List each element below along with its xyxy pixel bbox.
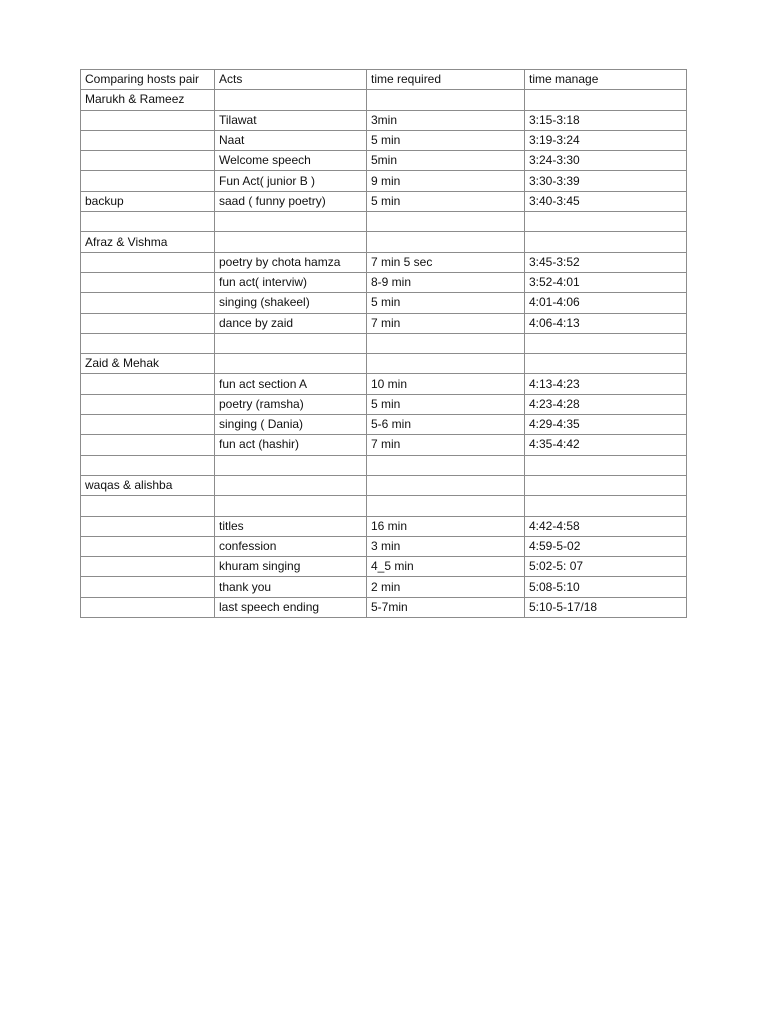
table-row [81, 475, 687, 495]
time-required-cell [367, 354, 525, 374]
table-row [81, 333, 687, 353]
act-cell: titles [215, 516, 367, 536]
time-required-cell: 7 min 5 sec [367, 252, 525, 272]
time-manage-cell: 5:08-5:10 [525, 577, 687, 597]
hosts-cell: waqas & alishba [81, 475, 215, 495]
hosts-cell [81, 455, 215, 475]
header-cell-time-required: time required [367, 70, 525, 90]
act-cell [215, 90, 367, 110]
table-row [81, 191, 687, 211]
time-required-cell: 7 min [367, 313, 525, 333]
time-required-cell [367, 333, 525, 353]
time-manage-cell [525, 212, 687, 232]
time-required-cell: 5 min [367, 191, 525, 211]
time-required-cell [367, 90, 525, 110]
table-row [81, 151, 687, 171]
time-manage-cell: 4:06-4:13 [525, 313, 687, 333]
time-required-cell [367, 496, 525, 516]
time-required-cell [367, 212, 525, 232]
act-cell: poetry by chota hamza [215, 252, 367, 272]
time-required-cell [367, 455, 525, 475]
table-row [81, 597, 687, 617]
schedule-sheet [80, 69, 686, 618]
act-cell: fun act( interviw) [215, 272, 367, 292]
act-cell: fun act (hashir) [215, 435, 367, 455]
time-manage-cell: 3:30-3:39 [525, 171, 687, 191]
act-cell: singing ( Dania) [215, 415, 367, 435]
time-manage-cell: 4:59-5-02 [525, 536, 687, 556]
time-required-cell: 16 min [367, 516, 525, 536]
time-manage-cell [525, 354, 687, 374]
time-required-cell: 5 min [367, 130, 525, 150]
hosts-cell [81, 212, 215, 232]
time-manage-cell: 3:45-3:52 [525, 252, 687, 272]
table-row [81, 435, 687, 455]
act-cell: Welcome speech [215, 151, 367, 171]
act-cell [215, 354, 367, 374]
table-row [81, 293, 687, 313]
hosts-cell [81, 516, 215, 536]
time-manage-cell: 3:52-4:01 [525, 272, 687, 292]
time-manage-cell: 3:24-3:30 [525, 151, 687, 171]
table-row [81, 232, 687, 252]
table-row [81, 272, 687, 292]
hosts-cell [81, 252, 215, 272]
act-cell: khuram singing [215, 557, 367, 577]
table-row [81, 354, 687, 374]
hosts-cell [81, 171, 215, 191]
hosts-cell [81, 597, 215, 617]
table-row [81, 212, 687, 232]
act-cell: thank you [215, 577, 367, 597]
table-row [81, 171, 687, 191]
time-required-cell: 5 min [367, 293, 525, 313]
time-manage-cell: 3:15-3:18 [525, 110, 687, 130]
table-row [81, 455, 687, 475]
time-required-cell: 3min [367, 110, 525, 130]
hosts-cell [81, 374, 215, 394]
header-cell-time-manage: time manage [525, 70, 687, 90]
hosts-cell [81, 415, 215, 435]
act-cell [215, 232, 367, 252]
header-cell-acts: Acts [215, 70, 367, 90]
hosts-cell [81, 536, 215, 556]
hosts-cell: Afraz & Vishma [81, 232, 215, 252]
time-manage-cell: 4:35-4:42 [525, 435, 687, 455]
time-required-cell: 10 min [367, 374, 525, 394]
act-cell [215, 496, 367, 516]
hosts-cell [81, 394, 215, 414]
time-manage-cell: 4:42-4:58 [525, 516, 687, 536]
time-manage-cell [525, 232, 687, 252]
table-row [81, 557, 687, 577]
hosts-cell [81, 272, 215, 292]
time-required-cell [367, 232, 525, 252]
time-required-cell: 3 min [367, 536, 525, 556]
act-cell [215, 333, 367, 353]
time-manage-cell: 5:02-5: 07 [525, 557, 687, 577]
time-required-cell: 5-6 min [367, 415, 525, 435]
act-cell [215, 212, 367, 232]
table-row [81, 252, 687, 272]
table-row [81, 536, 687, 556]
schedule-table [80, 69, 687, 618]
time-manage-cell [525, 455, 687, 475]
table-row [81, 394, 687, 414]
hosts-cell [81, 333, 215, 353]
hosts-cell [81, 313, 215, 333]
act-cell: Fun Act( junior B ) [215, 171, 367, 191]
hosts-cell: Marukh & Rameez [81, 90, 215, 110]
time-required-cell: 9 min [367, 171, 525, 191]
time-manage-cell: 3:19-3:24 [525, 130, 687, 150]
hosts-cell: backup [81, 191, 215, 211]
time-manage-cell: 5:10-5-17/18 [525, 597, 687, 617]
table-row [81, 130, 687, 150]
header-cell-hosts: Comparing hosts pair [81, 70, 215, 90]
hosts-cell [81, 435, 215, 455]
time-manage-cell: 4:01-4:06 [525, 293, 687, 313]
act-cell [215, 455, 367, 475]
time-required-cell: 2 min [367, 577, 525, 597]
hosts-cell [81, 557, 215, 577]
time-required-cell [367, 475, 525, 495]
table-row [81, 90, 687, 110]
time-manage-cell: 4:23-4:28 [525, 394, 687, 414]
act-cell: poetry (ramsha) [215, 394, 367, 414]
act-cell: fun act section A [215, 374, 367, 394]
table-row [81, 577, 687, 597]
table-row [81, 496, 687, 516]
act-cell: singing (shakeel) [215, 293, 367, 313]
time-required-cell: 4_5 min [367, 557, 525, 577]
header-row [81, 70, 687, 90]
time-manage-cell: 4:29-4:35 [525, 415, 687, 435]
hosts-cell [81, 496, 215, 516]
time-required-cell: 5 min [367, 394, 525, 414]
hosts-cell [81, 130, 215, 150]
act-cell: Naat [215, 130, 367, 150]
table-row [81, 110, 687, 130]
time-manage-cell: 4:13-4:23 [525, 374, 687, 394]
time-manage-cell [525, 496, 687, 516]
table-body [81, 90, 687, 618]
hosts-cell: Zaid & Mehak [81, 354, 215, 374]
table-row [81, 415, 687, 435]
hosts-cell [81, 293, 215, 313]
time-manage-cell [525, 90, 687, 110]
time-required-cell: 7 min [367, 435, 525, 455]
act-cell: last speech ending [215, 597, 367, 617]
table-row [81, 313, 687, 333]
act-cell: dance by zaid [215, 313, 367, 333]
time-required-cell: 5-7min [367, 597, 525, 617]
hosts-cell [81, 151, 215, 171]
time-manage-cell [525, 333, 687, 353]
table-row [81, 516, 687, 536]
act-cell [215, 475, 367, 495]
hosts-cell [81, 110, 215, 130]
act-cell: confession [215, 536, 367, 556]
table-row [81, 374, 687, 394]
time-manage-cell [525, 475, 687, 495]
hosts-cell [81, 577, 215, 597]
act-cell: Tilawat [215, 110, 367, 130]
time-required-cell: 8-9 min [367, 272, 525, 292]
time-required-cell: 5min [367, 151, 525, 171]
act-cell: saad ( funny poetry) [215, 191, 367, 211]
time-manage-cell: 3:40-3:45 [525, 191, 687, 211]
